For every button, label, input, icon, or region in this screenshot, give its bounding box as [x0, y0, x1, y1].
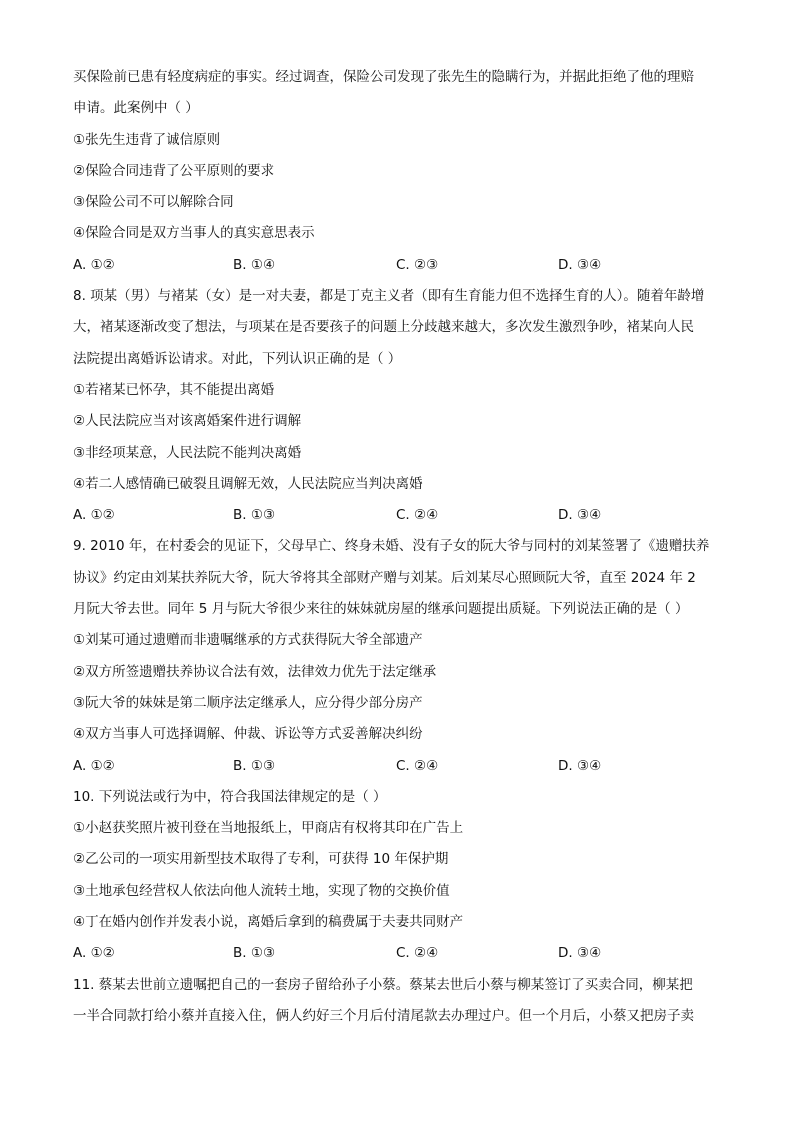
- answer-options: [73, 938, 733, 969]
- question-stem-line: 协议》约定由刘某扶养阮大爷，阮大爷将其全部财产赠与刘某。后刘某尽心照顾阮大爷，直至 2024 年 2: [73, 569, 696, 586]
- statement-item: ②人民法院应当对该离婚案件进行调解: [73, 413, 302, 430]
- statement-item: ③阮大爷的妹妹是第二顺序法定继承人，应分得少部分房产: [73, 694, 423, 711]
- option-a: A. ①②: [73, 507, 115, 524]
- statement-item: ④若二人感情确已破裂且调解无效，人民法院应当判决离婚: [73, 475, 423, 492]
- question-stem-line: 一半合同款打给小蔡并直接入住，俩人约好三个月后付清尾款去办理过户。但一个月后，小蔡又把房子卖: [73, 1007, 694, 1024]
- statement-item: ④双方当事人可选择调解、仲裁、诉讼等方式妥善解决纠纷: [73, 726, 423, 743]
- statement-item: ④丁在婚内创作并发表小说，离婚后拿到的稿费属于夫妻共同财产: [73, 914, 464, 931]
- question-10: [73, 782, 733, 970]
- statement-item: ②乙公司的一项实用新型技术取得了专利，可获得 10 年保护期: [73, 851, 449, 868]
- question-stem-line: 买保险前已患有轻度病症的事实。经过调查，保险公司发现了张先生的隐瞒行为，并据此拒绝了他的理赔: [73, 69, 694, 85]
- statement-item: ③土地承包经营权人依法向他人流转土地，实现了物的交换价值: [73, 882, 450, 899]
- question-8: [73, 281, 733, 531]
- question-stem-line: 月阮大爷去世。同年 5 月与阮大爷很少来往的妹妹就房屋的继承问题提出质疑。下列说法正确的是（ ）: [73, 601, 689, 618]
- option-d: D. ③④: [558, 945, 602, 962]
- answer-options: [73, 250, 733, 281]
- statement-item: ③非经项某意，人民法院不能判决离婚: [73, 444, 302, 461]
- question-stem-line: 9. 2010 年，在村委会的见证下，父母早亡、终身未婚、没有子女的阮大爷与同村的刘某签署了《遗赠扶养: [73, 538, 710, 555]
- question-7: [73, 62, 733, 281]
- question-stem-line: 法院提出离婚诉讼请求。对此，下列认识正确的是（ ）: [73, 350, 402, 367]
- option-c: C. ②④: [396, 507, 439, 524]
- option-c: C. ②③: [396, 256, 439, 273]
- question-stem-line: 11. 蔡某去世前立遗嘱把自己的一套房子留给孙子小蔡。蔡某去世后小蔡与柳某签订了买卖合同，柳某把: [73, 976, 693, 993]
- option-c: C. ②④: [396, 945, 439, 962]
- option-d: D. ③④: [558, 507, 602, 524]
- statement-item: ①若褚某已怀孕，其不能提出离婚: [73, 381, 275, 398]
- option-b: B. ①③: [233, 945, 276, 962]
- option-a: A. ①②: [73, 757, 115, 774]
- option-a: A. ①②: [73, 945, 115, 962]
- question-11: [73, 970, 733, 1033]
- statement-item: ①刘某可通过遗赠而非遗嘱继承的方式获得阮大爷全部遗产: [73, 632, 423, 649]
- option-d: D. ③④: [558, 757, 602, 774]
- exam-page: [73, 62, 733, 1032]
- statement-item: ②双方所签遗赠扶养协议合法有效，法律效力优先于法定继承: [73, 663, 437, 680]
- statement-item: ④保险合同是双方当事人的真实意思表示: [73, 225, 315, 242]
- statement-item: ①小赵获奖照片被刊登在当地报纸上，甲商店有权将其印在广告上: [73, 820, 464, 837]
- question-stem-line: 10. 下列说法或行为中，符合我国法律规定的是（ ）: [73, 788, 387, 805]
- question-stem-line: 8. 项某（男）与褚某（女）是一对夫妻，都是丁克主义者（即有生育能力但不选择生育的人）。随着年龄增: [73, 288, 705, 305]
- question-stem-line: 大，褚某逐渐改变了想法，与项某在是否要孩子的问题上分歧越来越大，多次发生激烈争吵，褚某向人民: [73, 319, 694, 336]
- option-a: A. ①②: [73, 256, 115, 273]
- answer-options: [73, 751, 733, 782]
- option-d: D. ③④: [558, 256, 602, 273]
- question-stem-line: 申请。此案例中（ ）: [73, 100, 199, 117]
- statement-item: ①张先生违背了诚信原则: [73, 131, 221, 148]
- option-c: C. ②④: [396, 757, 439, 774]
- statement-item: ②保险合同违背了公平原则的要求: [73, 162, 275, 179]
- option-b: B. ①④: [233, 256, 276, 273]
- option-b: B. ①③: [233, 757, 276, 774]
- statement-item: ③保险公司不可以解除合同: [73, 194, 234, 211]
- question-9: [73, 531, 733, 781]
- answer-options: [73, 500, 733, 531]
- option-b: B. ①③: [233, 507, 276, 524]
